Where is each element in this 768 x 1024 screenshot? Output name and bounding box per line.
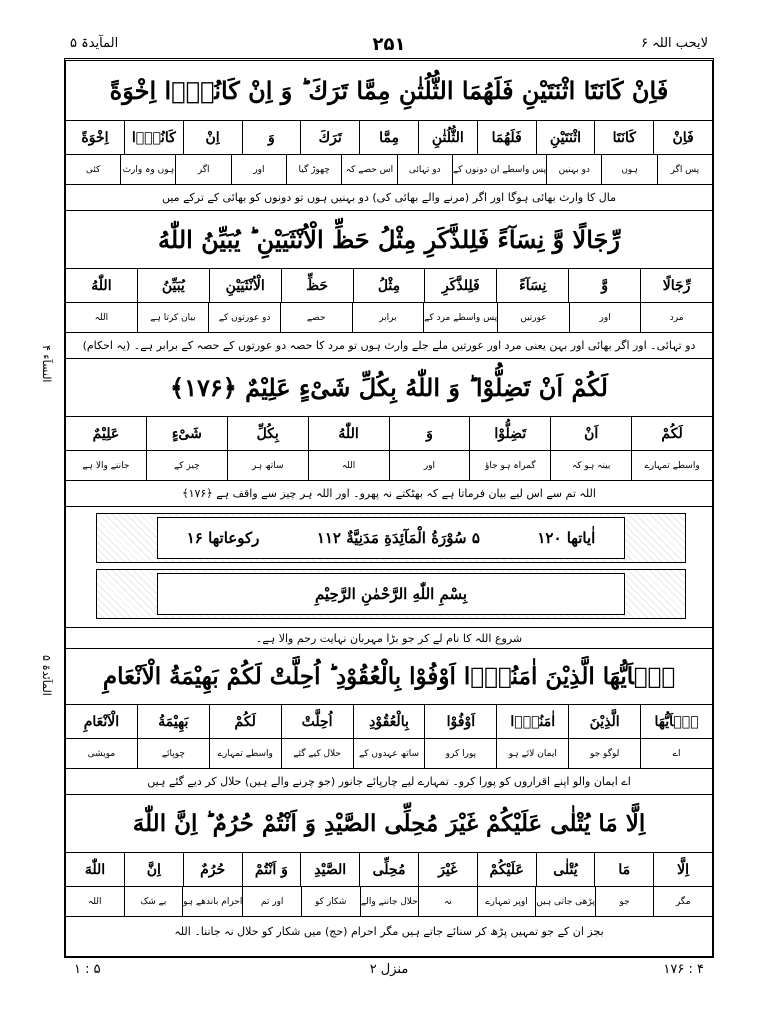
arabic-word: مَا: [594, 853, 653, 886]
arabic-word: وَّ: [568, 269, 640, 302]
word-meaning: اس حصے کہ: [341, 155, 396, 184]
word-meaning: اور تم: [242, 887, 301, 916]
word-meaning: حلال جاننے والے: [360, 887, 419, 916]
arabic-word: اُحِلَّتْ: [281, 705, 353, 738]
word-meaning: گمراہ ہو جاؤ: [469, 451, 550, 480]
arabic-word: بَهِیْمَةُ: [137, 705, 209, 738]
word-row-4: [66, 705, 712, 739]
arabic-word: فَلِلذَّكَرِ: [424, 269, 496, 302]
arabic-word: نِسَآءً: [496, 269, 568, 302]
header-juz: لایحب اللہ ۶: [641, 36, 708, 51]
word-meaning: ہوں وہ وارث: [120, 155, 175, 184]
ayah-line-4: یٰۤاَیُّهَا الَّذِیْنَ اٰمَنُوْۤا اَوْفُوْا بِالْعُقُوْدِ ؕ اُحِلَّتْ لَكُمْ بَهِیْمَةُ الْاَنْعَامِ: [66, 649, 712, 705]
ayah-line-3: لَكُمْ اَنْ تَضِلُّوْا ؕ وَ اللّٰهُ بِكُلِّ شَیْءٍ عَلِیْمٌ ﴿۱۷۶﴾: [66, 359, 712, 417]
word-meaning: پس واسطے مرد کے: [423, 303, 497, 332]
meaning-row-3: [66, 451, 712, 481]
word-meaning: دو تہائی: [397, 155, 452, 184]
word-meaning: اے: [640, 739, 712, 768]
word-meaning: اللہ: [88, 896, 102, 907]
arabic-word: مُحِلِّی: [359, 853, 418, 886]
surah-ruku-count: رکوعاتھا ۱۶: [186, 529, 260, 547]
ayah-line-2: رِّجَالًا وَّ نِسَآءً فَلِلذَّكَرِ مِثْلُ حَظِّ الْاُنْثَیَیْنِ ؕ یُبَیِّنُ اللّٰهُ: [66, 211, 712, 269]
arabic-word: تَرَكَ: [300, 121, 359, 154]
word-meaning: اور: [389, 451, 470, 480]
meaning-row-2: [66, 303, 712, 333]
arabic-word: مِثْلُ: [353, 269, 425, 302]
word-meaning: بینہ ہو کہ: [550, 451, 631, 480]
word-meaning: جو: [595, 887, 654, 916]
word-meaning: چوپائے: [137, 739, 209, 768]
arabic-word: اِخْوَةً: [81, 129, 109, 146]
arabic-word: تَضِلُّوْا: [469, 417, 550, 450]
meaning-row-5: [66, 887, 712, 917]
word-row-1: [66, 121, 712, 155]
arabic-word: مِمَّا: [359, 121, 418, 154]
word-row-3: [66, 417, 712, 451]
page-number: ۲۵۱: [372, 34, 406, 55]
word-meaning: اللہ: [308, 451, 389, 480]
arabic-word: الثُّلُثٰنِ: [418, 121, 477, 154]
arabic-word: كَانَتَا: [594, 121, 653, 154]
arabic-word: حُرُمٌ: [183, 853, 242, 886]
arabic-word: فَاِنْ: [653, 121, 712, 154]
word-meaning: احرام باندھے ہو: [182, 887, 242, 916]
arabic-word: عَلَیْكُمْ: [477, 853, 536, 886]
page-frame: [64, 58, 714, 958]
arabic-word: اِلَّا: [653, 853, 712, 886]
arabic-word: وَ: [389, 417, 470, 450]
translation-4: اے ایمان والو اپنے اقراروں کو پورا کرو۔ تمہارے لیے چارپائے جانور (جو چرنے والے ہیں) حلال کر دیے گئے ہیں: [66, 769, 712, 795]
surah-name: ۵ سُوْرَةُ الْمَآئِدَةِ مَدَنِیَّةٌ ۱۱۲: [316, 529, 480, 547]
translation-3: اللہ تم سے اس لیے بیان فرماتا ہے کہ بھٹکتے نہ پھرو۔ اور اللہ ہر چیز سے واقف ہے ﴿۱۷۶﴾: [66, 481, 712, 507]
header-surah: المآیدۃ ۵: [70, 36, 119, 51]
arabic-word: بِكُلِّ: [227, 417, 308, 450]
arabic-word: حَظِّ: [281, 269, 353, 302]
ayah-line-1: فَاِنْ كَانَتَا اثْنَتَیْنِ فَلَهُمَا الثُّلُثٰنِ مِمَّا تَرَكَ ؕ وَ اِنْ كَانُوْۤا اِخْوَةً: [66, 61, 712, 121]
word-meaning: شکار کو: [301, 887, 360, 916]
arabic-word: غَیْرَ: [418, 853, 477, 886]
arabic-word: اِنَّ: [124, 853, 183, 886]
arabic-word: اَوْفُوْا: [424, 705, 496, 738]
word-meaning: حلال کیے گئے: [281, 739, 353, 768]
word-meaning: پس واسطے ان دونوں کے: [452, 155, 546, 184]
arabic-word: اللّٰهُ: [91, 277, 112, 294]
word-meaning: اوپر تمہارے: [477, 887, 536, 916]
arabic-word: اٰمَنُوْۤا: [496, 705, 568, 738]
word-meaning: مرد: [640, 303, 712, 332]
word-meaning: پڑھی جاتی ہیں: [535, 887, 595, 916]
arabic-word: كَانُوْۤا: [124, 121, 183, 154]
word-meaning: چھوڑ گیا: [286, 155, 341, 184]
page-footer: [64, 962, 714, 986]
footer-right: ۱۷۶ : ۴: [663, 962, 704, 977]
surah-ayat-count: اٰیاتھا ۱۲۰: [537, 529, 596, 547]
ayah-line-5: اِلَّا مَا یُتْلٰى عَلَیْكُمْ غَیْرَ مُحِلِّی الصَّیْدِ وَ اَنْتُمْ حُرُمٌ ؕ اِنَّ اللّٰهَ: [66, 795, 712, 853]
arabic-word: الْاَنْعَامِ: [83, 713, 120, 730]
footer-left: ۱ : ۵: [74, 962, 101, 977]
arabic-word: اللّٰهَ: [84, 861, 106, 878]
bismillah-band: [96, 569, 686, 619]
word-meaning: دو عورتوں کے: [208, 303, 280, 332]
arabic-word: یُبَیِّنُ: [137, 269, 209, 302]
bismillah-text: بِسْمِ اللّٰهِ الرَّحْمٰنِ الرَّحِیْمِ: [314, 585, 468, 603]
word-meaning: اور: [569, 303, 641, 332]
word-meaning: نہ: [418, 887, 477, 916]
arabic-word: لَكُمْ: [631, 417, 712, 450]
word-meaning: پس اگر: [657, 155, 712, 184]
arabic-word: الْاُنْثَیَیْنِ: [209, 269, 281, 302]
arabic-word: لَكُمْ: [209, 705, 281, 738]
word-meaning: مگر: [653, 887, 712, 916]
arabic-word: اِنْ: [183, 121, 242, 154]
arabic-word: الَّذِیْنَ: [568, 705, 640, 738]
word-meaning: لوگو جو: [568, 739, 640, 768]
footer-manzil: منزل ۲: [369, 962, 409, 977]
word-meaning: دو بہنیں: [546, 155, 601, 184]
word-meaning: مویشی: [87, 748, 116, 759]
margin-note-upper: النسآء ۴: [40, 345, 53, 383]
arabic-word: رِّجَالًا: [640, 269, 712, 302]
word-meaning: اگر: [175, 155, 230, 184]
page-header: [64, 34, 714, 60]
word-meaning: ساتھ عہدوں کے: [353, 739, 425, 768]
margin-note-lower: المآئدۃ ۵: [40, 655, 53, 696]
word-row-5: [66, 853, 712, 887]
word-meaning: واسطے تمہارے: [209, 739, 281, 768]
word-meaning: کئی: [85, 164, 101, 175]
arabic-word: عَلِیْمٌ: [92, 425, 120, 442]
arabic-word: یُتْلٰى: [536, 853, 595, 886]
word-meaning: واسطے تمہارے: [631, 451, 712, 480]
meaning-row-1: [66, 155, 712, 185]
word-meaning: برابر: [352, 303, 424, 332]
bismillah-translation: شروع اللہ کا نام لے کر جو بڑا مہربان نہایت رحم والا ہے۔: [66, 627, 712, 649]
arabic-word: الصَّیْدِ: [300, 853, 359, 886]
word-meaning: بیان کرتا ہے: [137, 303, 209, 332]
word-meaning: حصے: [280, 303, 352, 332]
arabic-word: اللّٰهُ: [308, 417, 389, 450]
arabic-word: وَ اَنْتُمْ: [242, 853, 301, 886]
arabic-word: اَنْ: [550, 417, 631, 450]
word-meaning: اللہ: [94, 312, 109, 323]
arabic-word: شَیْءٍ: [146, 417, 227, 450]
arabic-word: یٰۤاَیُّهَا: [640, 705, 712, 738]
word-meaning: عورتیں: [497, 303, 569, 332]
word-meaning: اور: [231, 155, 286, 184]
translation-1: مال کا وارث بھائی ہوگا اور اگر (مرنے والے بھائی کی) دو بہنیں ہوں تو دونوں کو بھائی کے ترکے میں: [66, 185, 712, 211]
translation-2: دو تہائی۔ اور اگر بھائی اور بہن یعنی مرد اور عورتیں ملے جلے وارث ہوں تو مرد کا حصہ دو عورتوں کے حصہ کے برابر ہے۔ (یہ احکام): [66, 333, 712, 359]
translation-5: بجز ان کے جو تمہیں پڑھ کر سنائے جاتے ہیں مگر احرام (حج) میں شکار کو حلال نہ جاننا۔ اللہ: [174, 925, 604, 938]
word-meaning: ہوں: [601, 155, 656, 184]
word-meaning: ایمان لائے ہو: [496, 739, 568, 768]
surah-header-band: [96, 513, 686, 563]
arabic-word: فَلَهُمَا: [477, 121, 536, 154]
word-row-2: [66, 269, 712, 303]
word-meaning: جاننے والا ہے: [82, 460, 130, 471]
word-meaning: پورا کرو: [424, 739, 496, 768]
arabic-word: اثْنَتَیْنِ: [536, 121, 595, 154]
meaning-row-4: [66, 739, 712, 769]
word-meaning: چیز کے: [146, 451, 227, 480]
arabic-word: وَ: [242, 121, 301, 154]
word-meaning: ساتھ ہر: [227, 451, 308, 480]
arabic-word: بِالْعُقُوْدِ: [353, 705, 425, 738]
word-meaning: بے شک: [124, 887, 183, 916]
